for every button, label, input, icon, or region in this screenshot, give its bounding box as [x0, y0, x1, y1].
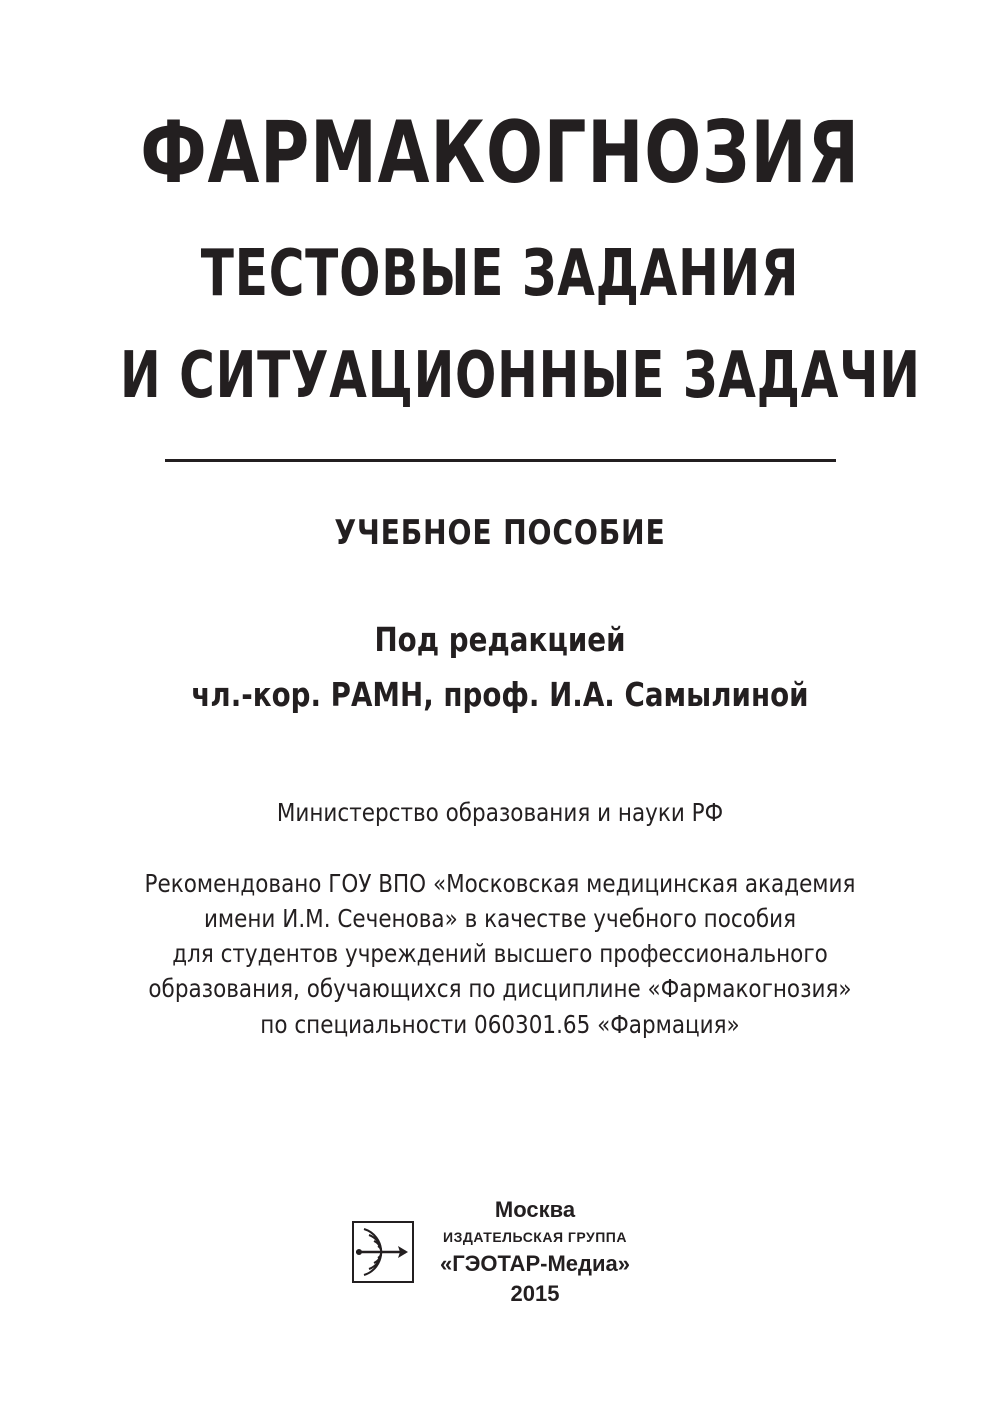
- title-divider: [165, 459, 836, 462]
- recommendation-line: по специальности 060301.65 «Фармация»: [260, 1010, 740, 1039]
- publisher-imprint: [350, 1195, 670, 1315]
- subtitle-line-2: И СИТУАЦИОННЫЕ ЗАДАЧИ: [120, 339, 921, 413]
- ministry-text: Министерство образования и науки РФ: [276, 798, 724, 827]
- publisher-name: «ГЭОТАР-Медиа»: [440, 1251, 630, 1276]
- editor-label: Под редакцией: [374, 620, 626, 659]
- recommendation-line: для студентов учреждений высшего профессионального: [172, 939, 828, 968]
- subtitle-line-1: ТЕСТОВЫЕ ЗАДАНИЯ: [200, 237, 800, 311]
- recommendation-line: образования, обучающихся по дисциплине «Фармакогнозия»: [148, 974, 852, 1003]
- publisher-city: Москва: [494, 1197, 576, 1222]
- document-type: УЧЕБНОЕ ПОСОБИЕ: [334, 513, 666, 553]
- recommendation-line: Рекомендовано ГОУ ВПО «Московская медицинская академия: [144, 869, 856, 898]
- publisher-text: [415, 1195, 655, 1309]
- publication-year: 2015: [510, 1281, 560, 1306]
- book-title: ФАРМАКОГНОЗИЯ: [140, 103, 860, 203]
- publisher-group: ИЗДАТЕЛЬСКАЯ ГРУППА: [443, 1229, 627, 1245]
- editor-name: чл.-кор. РАМН, проф. И.А. Самылиной: [191, 675, 809, 714]
- recommendation-line: имени И.М. Сеченова» в качестве учебного пособия: [203, 904, 797, 933]
- geotar-logo-icon: [352, 1221, 414, 1283]
